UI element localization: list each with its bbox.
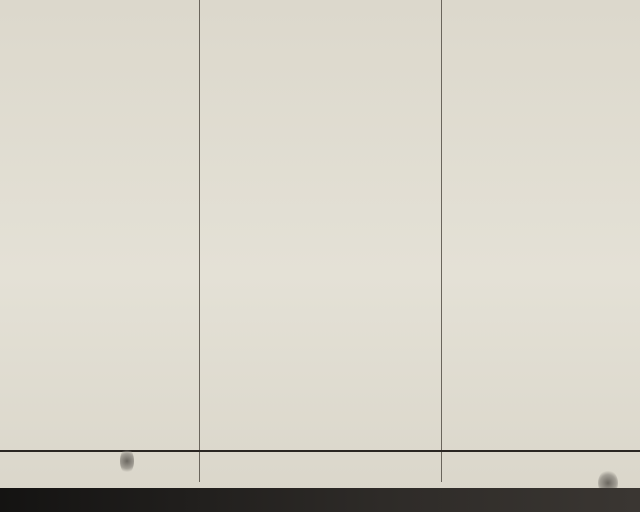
column-rule xyxy=(199,0,200,482)
background-table-edge xyxy=(0,488,640,512)
page-rule xyxy=(0,450,640,452)
paper-stain xyxy=(120,448,134,474)
column-rule xyxy=(441,0,442,482)
